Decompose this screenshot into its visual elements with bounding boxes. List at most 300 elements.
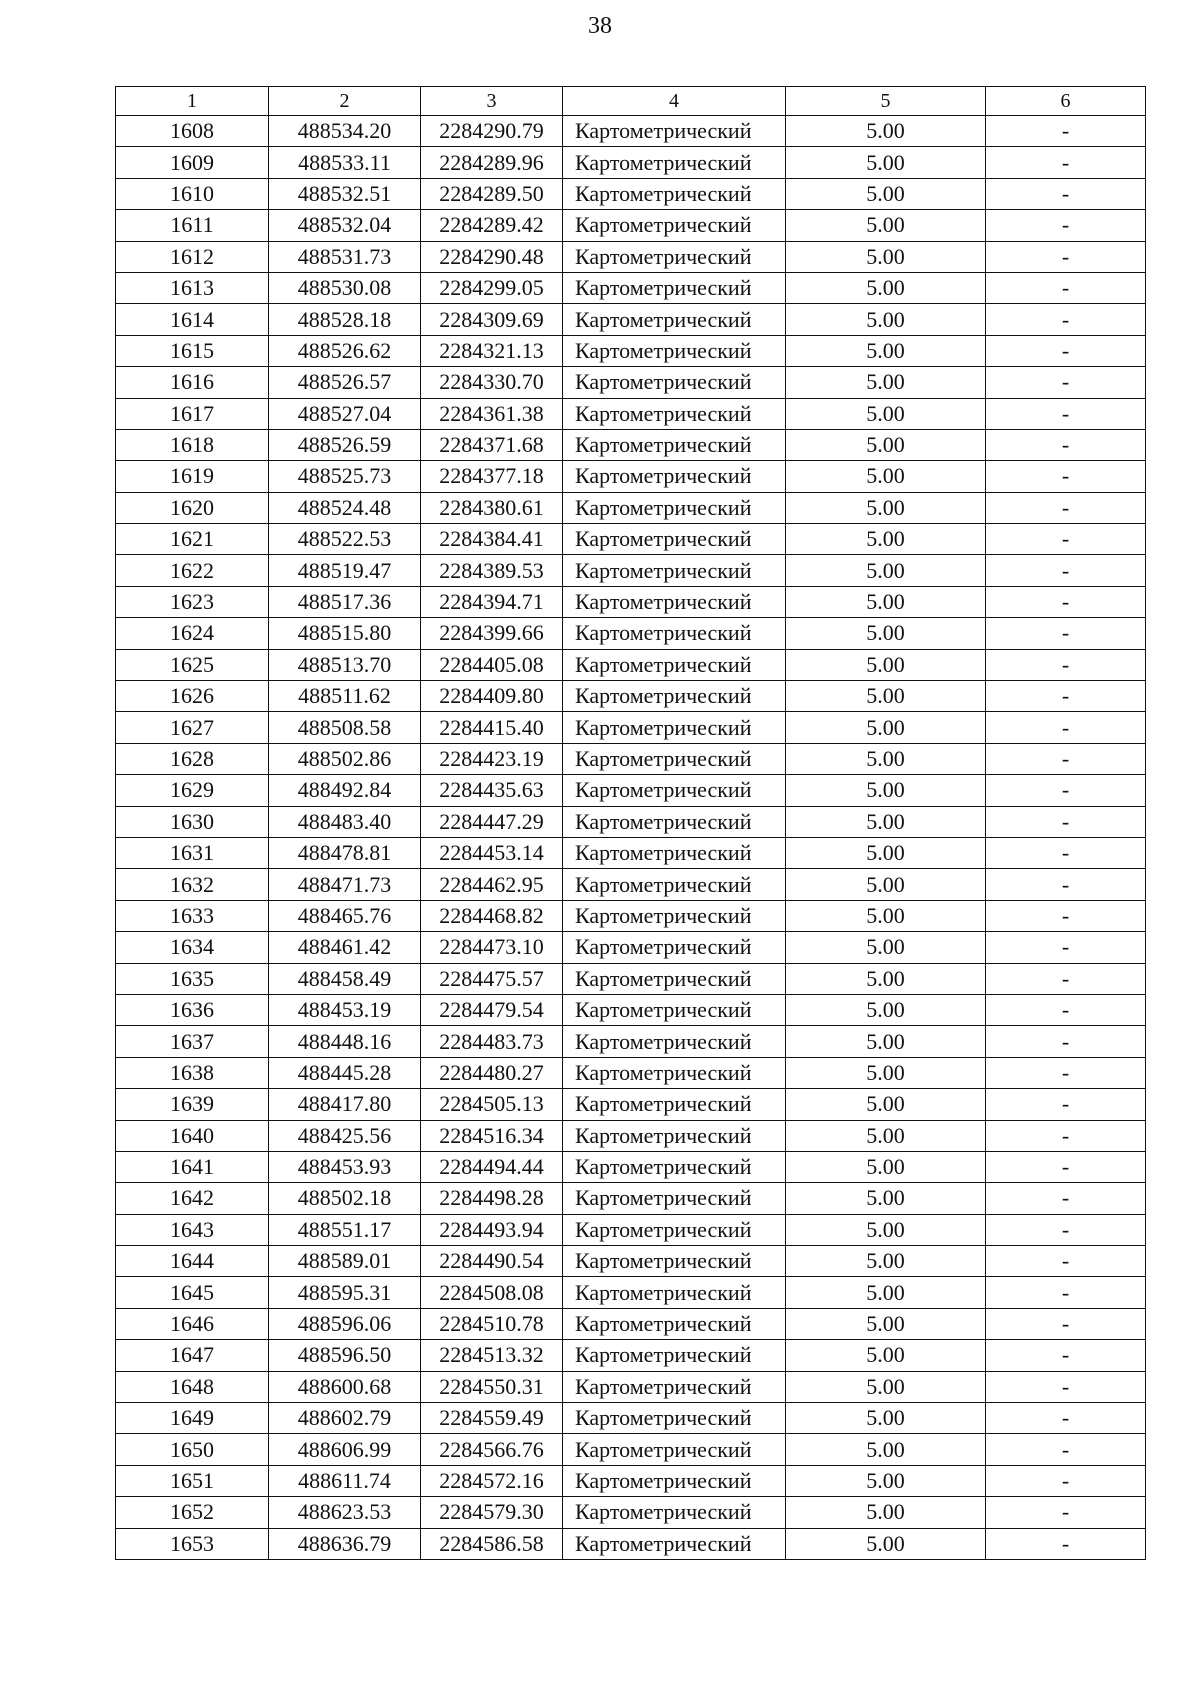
cell-method: Картометрический xyxy=(563,900,786,931)
cell-method: Картометрический xyxy=(563,304,786,335)
cell-point-number: 1625 xyxy=(116,649,269,680)
cell-y-coordinate: 2284415.40 xyxy=(421,712,563,743)
cell-accuracy: 5.00 xyxy=(786,116,986,147)
cell-y-coordinate: 2284299.05 xyxy=(421,272,563,303)
cell-note: - xyxy=(986,649,1146,680)
cell-note: - xyxy=(986,147,1146,178)
table-row xyxy=(116,398,1146,429)
table-row xyxy=(116,1057,1146,1088)
cell-point-number: 1619 xyxy=(116,461,269,492)
cell-point-number: 1615 xyxy=(116,335,269,366)
cell-y-coordinate: 2284462.95 xyxy=(421,869,563,900)
cell-x-coordinate: 488596.50 xyxy=(269,1340,421,1371)
cell-point-number: 1610 xyxy=(116,178,269,209)
cell-y-coordinate: 2284384.41 xyxy=(421,524,563,555)
cell-method: Картометрический xyxy=(563,461,786,492)
cell-point-number: 1627 xyxy=(116,712,269,743)
cell-y-coordinate: 2284399.66 xyxy=(421,618,563,649)
table-row xyxy=(116,869,1146,900)
cell-x-coordinate: 488517.36 xyxy=(269,586,421,617)
cell-note: - xyxy=(986,555,1146,586)
cell-note: - xyxy=(986,1371,1146,1402)
cell-x-coordinate: 488526.62 xyxy=(269,335,421,366)
cell-x-coordinate: 488502.18 xyxy=(269,1183,421,1214)
cell-method: Картометрический xyxy=(563,806,786,837)
cell-method: Картометрический xyxy=(563,1246,786,1277)
cell-point-number: 1616 xyxy=(116,367,269,398)
cell-accuracy: 5.00 xyxy=(786,1340,986,1371)
cell-method: Картометрический xyxy=(563,712,786,743)
cell-point-number: 1647 xyxy=(116,1340,269,1371)
cell-accuracy: 5.00 xyxy=(786,1403,986,1434)
cell-accuracy: 5.00 xyxy=(786,461,986,492)
cell-accuracy: 5.00 xyxy=(786,335,986,366)
cell-x-coordinate: 488448.16 xyxy=(269,1026,421,1057)
header-cell-4: 4 xyxy=(563,87,786,116)
table-row xyxy=(116,429,1146,460)
cell-note: - xyxy=(986,1089,1146,1120)
cell-y-coordinate: 2284380.61 xyxy=(421,492,563,523)
table-row xyxy=(116,1465,1146,1496)
cell-note: - xyxy=(986,367,1146,398)
cell-y-coordinate: 2284505.13 xyxy=(421,1089,563,1120)
cell-method: Картометрический xyxy=(563,649,786,680)
cell-point-number: 1614 xyxy=(116,304,269,335)
cell-accuracy: 5.00 xyxy=(786,1371,986,1402)
cell-note: - xyxy=(986,398,1146,429)
cell-y-coordinate: 2284321.13 xyxy=(421,335,563,366)
cell-y-coordinate: 2284483.73 xyxy=(421,1026,563,1057)
cell-method: Картометрический xyxy=(563,1089,786,1120)
cell-point-number: 1609 xyxy=(116,147,269,178)
cell-point-number: 1636 xyxy=(116,994,269,1025)
cell-y-coordinate: 2284480.27 xyxy=(421,1057,563,1088)
header-cell-3: 3 xyxy=(421,87,563,116)
cell-point-number: 1612 xyxy=(116,241,269,272)
cell-y-coordinate: 2284289.96 xyxy=(421,147,563,178)
cell-method: Картометрический xyxy=(563,116,786,147)
cell-y-coordinate: 2284289.42 xyxy=(421,210,563,241)
cell-accuracy: 5.00 xyxy=(786,743,986,774)
cell-note: - xyxy=(986,837,1146,868)
coordinates-table xyxy=(115,86,1146,1560)
table-row xyxy=(116,272,1146,303)
cell-note: - xyxy=(986,210,1146,241)
cell-y-coordinate: 2284479.54 xyxy=(421,994,563,1025)
cell-y-coordinate: 2284389.53 xyxy=(421,555,563,586)
cell-x-coordinate: 488531.73 xyxy=(269,241,421,272)
cell-note: - xyxy=(986,681,1146,712)
table-row xyxy=(116,555,1146,586)
cell-method: Картометрический xyxy=(563,241,786,272)
cell-note: - xyxy=(986,1277,1146,1308)
cell-y-coordinate: 2284435.63 xyxy=(421,775,563,806)
cell-note: - xyxy=(986,618,1146,649)
cell-note: - xyxy=(986,1465,1146,1496)
cell-point-number: 1617 xyxy=(116,398,269,429)
cell-note: - xyxy=(986,1057,1146,1088)
cell-y-coordinate: 2284371.68 xyxy=(421,429,563,460)
table-row xyxy=(116,586,1146,617)
table-row xyxy=(116,210,1146,241)
cell-accuracy: 5.00 xyxy=(786,963,986,994)
cell-y-coordinate: 2284579.30 xyxy=(421,1497,563,1528)
cell-x-coordinate: 488522.53 xyxy=(269,524,421,555)
table-row xyxy=(116,1277,1146,1308)
cell-accuracy: 5.00 xyxy=(786,649,986,680)
cell-point-number: 1652 xyxy=(116,1497,269,1528)
cell-point-number: 1653 xyxy=(116,1528,269,1559)
cell-y-coordinate: 2284361.38 xyxy=(421,398,563,429)
cell-y-coordinate: 2284550.31 xyxy=(421,1371,563,1402)
cell-method: Картометрический xyxy=(563,1026,786,1057)
cell-point-number: 1649 xyxy=(116,1403,269,1434)
cell-note: - xyxy=(986,335,1146,366)
cell-x-coordinate: 488483.40 xyxy=(269,806,421,837)
cell-point-number: 1620 xyxy=(116,492,269,523)
cell-method: Картометрический xyxy=(563,586,786,617)
header-cell-2: 2 xyxy=(269,87,421,116)
table-row xyxy=(116,1183,1146,1214)
cell-accuracy: 5.00 xyxy=(786,1246,986,1277)
table-row xyxy=(116,681,1146,712)
cell-x-coordinate: 488600.68 xyxy=(269,1371,421,1402)
cell-x-coordinate: 488611.74 xyxy=(269,1465,421,1496)
cell-y-coordinate: 2284377.18 xyxy=(421,461,563,492)
cell-point-number: 1621 xyxy=(116,524,269,555)
cell-note: - xyxy=(986,1308,1146,1339)
cell-x-coordinate: 488502.86 xyxy=(269,743,421,774)
header-cell-1: 1 xyxy=(116,87,269,116)
table-row xyxy=(116,1120,1146,1151)
cell-method: Картометрический xyxy=(563,1434,786,1465)
cell-note: - xyxy=(986,1528,1146,1559)
cell-accuracy: 5.00 xyxy=(786,272,986,303)
table-row xyxy=(116,492,1146,523)
cell-note: - xyxy=(986,994,1146,1025)
table-row xyxy=(116,649,1146,680)
table-row xyxy=(116,963,1146,994)
cell-accuracy: 5.00 xyxy=(786,1214,986,1245)
cell-method: Картометрический xyxy=(563,1497,786,1528)
cell-point-number: 1632 xyxy=(116,869,269,900)
cell-accuracy: 5.00 xyxy=(786,994,986,1025)
cell-note: - xyxy=(986,1151,1146,1182)
cell-accuracy: 5.00 xyxy=(786,806,986,837)
cell-method: Картометрический xyxy=(563,869,786,900)
cell-y-coordinate: 2284330.70 xyxy=(421,367,563,398)
cell-x-coordinate: 488532.04 xyxy=(269,210,421,241)
cell-note: - xyxy=(986,1497,1146,1528)
cell-accuracy: 5.00 xyxy=(786,1089,986,1120)
table-row xyxy=(116,1089,1146,1120)
cell-x-coordinate: 488508.58 xyxy=(269,712,421,743)
cell-note: - xyxy=(986,1214,1146,1245)
cell-point-number: 1638 xyxy=(116,1057,269,1088)
cell-method: Картометрический xyxy=(563,335,786,366)
cell-note: - xyxy=(986,116,1146,147)
table-row xyxy=(116,241,1146,272)
cell-y-coordinate: 2284405.08 xyxy=(421,649,563,680)
cell-y-coordinate: 2284498.28 xyxy=(421,1183,563,1214)
cell-accuracy: 5.00 xyxy=(786,367,986,398)
cell-point-number: 1640 xyxy=(116,1120,269,1151)
cell-point-number: 1613 xyxy=(116,272,269,303)
cell-x-coordinate: 488453.93 xyxy=(269,1151,421,1182)
cell-note: - xyxy=(986,1183,1146,1214)
cell-point-number: 1624 xyxy=(116,618,269,649)
cell-method: Картометрический xyxy=(563,932,786,963)
cell-y-coordinate: 2284468.82 xyxy=(421,900,563,931)
cell-method: Картометрический xyxy=(563,1214,786,1245)
cell-point-number: 1631 xyxy=(116,837,269,868)
cell-accuracy: 5.00 xyxy=(786,524,986,555)
cell-accuracy: 5.00 xyxy=(786,1057,986,1088)
cell-note: - xyxy=(986,869,1146,900)
cell-accuracy: 5.00 xyxy=(786,1497,986,1528)
cell-point-number: 1611 xyxy=(116,210,269,241)
cell-y-coordinate: 2284559.49 xyxy=(421,1403,563,1434)
cell-note: - xyxy=(986,429,1146,460)
cell-method: Картометрический xyxy=(563,1403,786,1434)
cell-accuracy: 5.00 xyxy=(786,1528,986,1559)
cell-accuracy: 5.00 xyxy=(786,147,986,178)
cell-y-coordinate: 2284409.80 xyxy=(421,681,563,712)
table-row xyxy=(116,618,1146,649)
table-row xyxy=(116,743,1146,774)
cell-x-coordinate: 488602.79 xyxy=(269,1403,421,1434)
cell-point-number: 1645 xyxy=(116,1277,269,1308)
cell-point-number: 1642 xyxy=(116,1183,269,1214)
cell-x-coordinate: 488515.80 xyxy=(269,618,421,649)
cell-y-coordinate: 2284290.79 xyxy=(421,116,563,147)
table-row xyxy=(116,335,1146,366)
cell-x-coordinate: 488458.49 xyxy=(269,963,421,994)
cell-method: Картометрический xyxy=(563,1057,786,1088)
table-row xyxy=(116,1214,1146,1245)
cell-x-coordinate: 488511.62 xyxy=(269,681,421,712)
cell-method: Картометрический xyxy=(563,147,786,178)
header-cell-5: 5 xyxy=(786,87,986,116)
cell-x-coordinate: 488519.47 xyxy=(269,555,421,586)
table-row xyxy=(116,1497,1146,1528)
cell-method: Картометрический xyxy=(563,743,786,774)
cell-point-number: 1608 xyxy=(116,116,269,147)
cell-method: Картометрический xyxy=(563,1183,786,1214)
cell-accuracy: 5.00 xyxy=(786,1277,986,1308)
cell-note: - xyxy=(986,178,1146,209)
cell-x-coordinate: 488551.17 xyxy=(269,1214,421,1245)
cell-method: Картометрический xyxy=(563,1340,786,1371)
table-row xyxy=(116,304,1146,335)
cell-y-coordinate: 2284453.14 xyxy=(421,837,563,868)
cell-accuracy: 5.00 xyxy=(786,1120,986,1151)
cell-method: Картометрический xyxy=(563,1308,786,1339)
cell-accuracy: 5.00 xyxy=(786,900,986,931)
table-row xyxy=(116,1151,1146,1182)
cell-point-number: 1629 xyxy=(116,775,269,806)
cell-note: - xyxy=(986,524,1146,555)
cell-accuracy: 5.00 xyxy=(786,429,986,460)
cell-x-coordinate: 488589.01 xyxy=(269,1246,421,1277)
cell-accuracy: 5.00 xyxy=(786,681,986,712)
cell-y-coordinate: 2284289.50 xyxy=(421,178,563,209)
cell-y-coordinate: 2284490.54 xyxy=(421,1246,563,1277)
cell-x-coordinate: 488526.59 xyxy=(269,429,421,460)
cell-x-coordinate: 488595.31 xyxy=(269,1277,421,1308)
cell-method: Картометрический xyxy=(563,178,786,209)
cell-accuracy: 5.00 xyxy=(786,837,986,868)
cell-x-coordinate: 488525.73 xyxy=(269,461,421,492)
cell-x-coordinate: 488492.84 xyxy=(269,775,421,806)
cell-method: Картометрический xyxy=(563,524,786,555)
cell-y-coordinate: 2284475.57 xyxy=(421,963,563,994)
table-row xyxy=(116,1340,1146,1371)
table-body xyxy=(116,116,1146,1560)
cell-point-number: 1648 xyxy=(116,1371,269,1402)
cell-note: - xyxy=(986,1434,1146,1465)
table-row xyxy=(116,712,1146,743)
cell-y-coordinate: 2284394.71 xyxy=(421,586,563,617)
cell-accuracy: 5.00 xyxy=(786,932,986,963)
cell-note: - xyxy=(986,900,1146,931)
cell-point-number: 1651 xyxy=(116,1465,269,1496)
cell-accuracy: 5.00 xyxy=(786,1026,986,1057)
cell-point-number: 1639 xyxy=(116,1089,269,1120)
cell-x-coordinate: 488425.56 xyxy=(269,1120,421,1151)
cell-y-coordinate: 2284494.44 xyxy=(421,1151,563,1182)
cell-x-coordinate: 488623.53 xyxy=(269,1497,421,1528)
cell-point-number: 1635 xyxy=(116,963,269,994)
table-row xyxy=(116,116,1146,147)
cell-x-coordinate: 488445.28 xyxy=(269,1057,421,1088)
table-row xyxy=(116,1371,1146,1402)
cell-accuracy: 5.00 xyxy=(786,241,986,272)
cell-method: Картометрический xyxy=(563,210,786,241)
cell-accuracy: 5.00 xyxy=(786,178,986,209)
cell-method: Картометрический xyxy=(563,775,786,806)
cell-note: - xyxy=(986,775,1146,806)
cell-note: - xyxy=(986,712,1146,743)
cell-accuracy: 5.00 xyxy=(786,1183,986,1214)
cell-x-coordinate: 488478.81 xyxy=(269,837,421,868)
cell-x-coordinate: 488528.18 xyxy=(269,304,421,335)
cell-note: - xyxy=(986,963,1146,994)
cell-method: Картометрический xyxy=(563,367,786,398)
cell-method: Картометрический xyxy=(563,555,786,586)
table-row xyxy=(116,775,1146,806)
table-header xyxy=(116,87,1146,116)
cell-y-coordinate: 2284447.29 xyxy=(421,806,563,837)
cell-point-number: 1622 xyxy=(116,555,269,586)
cell-note: - xyxy=(986,304,1146,335)
cell-accuracy: 5.00 xyxy=(786,1434,986,1465)
cell-accuracy: 5.00 xyxy=(786,1151,986,1182)
cell-x-coordinate: 488636.79 xyxy=(269,1528,421,1559)
cell-method: Картометрический xyxy=(563,1120,786,1151)
cell-point-number: 1634 xyxy=(116,932,269,963)
table-row xyxy=(116,1528,1146,1559)
cell-note: - xyxy=(986,932,1146,963)
table-row xyxy=(116,994,1146,1025)
cell-x-coordinate: 488534.20 xyxy=(269,116,421,147)
cell-method: Картометрический xyxy=(563,429,786,460)
cell-note: - xyxy=(986,586,1146,617)
cell-x-coordinate: 488453.19 xyxy=(269,994,421,1025)
cell-note: - xyxy=(986,743,1146,774)
cell-method: Картометрический xyxy=(563,492,786,523)
cell-method: Картометрический xyxy=(563,1371,786,1402)
cell-point-number: 1644 xyxy=(116,1246,269,1277)
cell-y-coordinate: 2284586.58 xyxy=(421,1528,563,1559)
cell-note: - xyxy=(986,1246,1146,1277)
table-row xyxy=(116,837,1146,868)
cell-accuracy: 5.00 xyxy=(786,712,986,743)
table-row xyxy=(116,524,1146,555)
page-number: 38 xyxy=(588,13,612,39)
table-row xyxy=(116,1403,1146,1434)
cell-accuracy: 5.00 xyxy=(786,492,986,523)
cell-x-coordinate: 488606.99 xyxy=(269,1434,421,1465)
cell-accuracy: 5.00 xyxy=(786,304,986,335)
cell-note: - xyxy=(986,1120,1146,1151)
cell-y-coordinate: 2284572.16 xyxy=(421,1465,563,1496)
table-row xyxy=(116,1246,1146,1277)
cell-method: Картометрический xyxy=(563,837,786,868)
cell-point-number: 1641 xyxy=(116,1151,269,1182)
cell-x-coordinate: 488471.73 xyxy=(269,869,421,900)
cell-point-number: 1626 xyxy=(116,681,269,712)
table-row xyxy=(116,461,1146,492)
cell-accuracy: 5.00 xyxy=(786,1308,986,1339)
cell-note: - xyxy=(986,492,1146,523)
cell-point-number: 1623 xyxy=(116,586,269,617)
cell-note: - xyxy=(986,241,1146,272)
cell-accuracy: 5.00 xyxy=(786,398,986,429)
cell-point-number: 1618 xyxy=(116,429,269,460)
cell-x-coordinate: 488461.42 xyxy=(269,932,421,963)
header-cell-6: 6 xyxy=(986,87,1146,116)
cell-accuracy: 5.00 xyxy=(786,586,986,617)
cell-y-coordinate: 2284513.32 xyxy=(421,1340,563,1371)
cell-y-coordinate: 2284508.08 xyxy=(421,1277,563,1308)
table-row xyxy=(116,1026,1146,1057)
cell-y-coordinate: 2284309.69 xyxy=(421,304,563,335)
cell-note: - xyxy=(986,461,1146,492)
cell-method: Картометрический xyxy=(563,1465,786,1496)
cell-x-coordinate: 488533.11 xyxy=(269,147,421,178)
table-row xyxy=(116,1434,1146,1465)
cell-point-number: 1650 xyxy=(116,1434,269,1465)
cell-x-coordinate: 488527.04 xyxy=(269,398,421,429)
table-row xyxy=(116,147,1146,178)
table-row xyxy=(116,900,1146,931)
cell-point-number: 1646 xyxy=(116,1308,269,1339)
cell-method: Картометрический xyxy=(563,398,786,429)
cell-method: Картометрический xyxy=(563,994,786,1025)
cell-accuracy: 5.00 xyxy=(786,618,986,649)
cell-point-number: 1630 xyxy=(116,806,269,837)
table-row xyxy=(116,932,1146,963)
cell-method: Картометрический xyxy=(563,1277,786,1308)
cell-y-coordinate: 2284516.34 xyxy=(421,1120,563,1151)
cell-method: Картометрический xyxy=(563,272,786,303)
cell-y-coordinate: 2284423.19 xyxy=(421,743,563,774)
cell-accuracy: 5.00 xyxy=(786,210,986,241)
cell-x-coordinate: 488526.57 xyxy=(269,367,421,398)
cell-note: - xyxy=(986,1026,1146,1057)
cell-note: - xyxy=(986,806,1146,837)
